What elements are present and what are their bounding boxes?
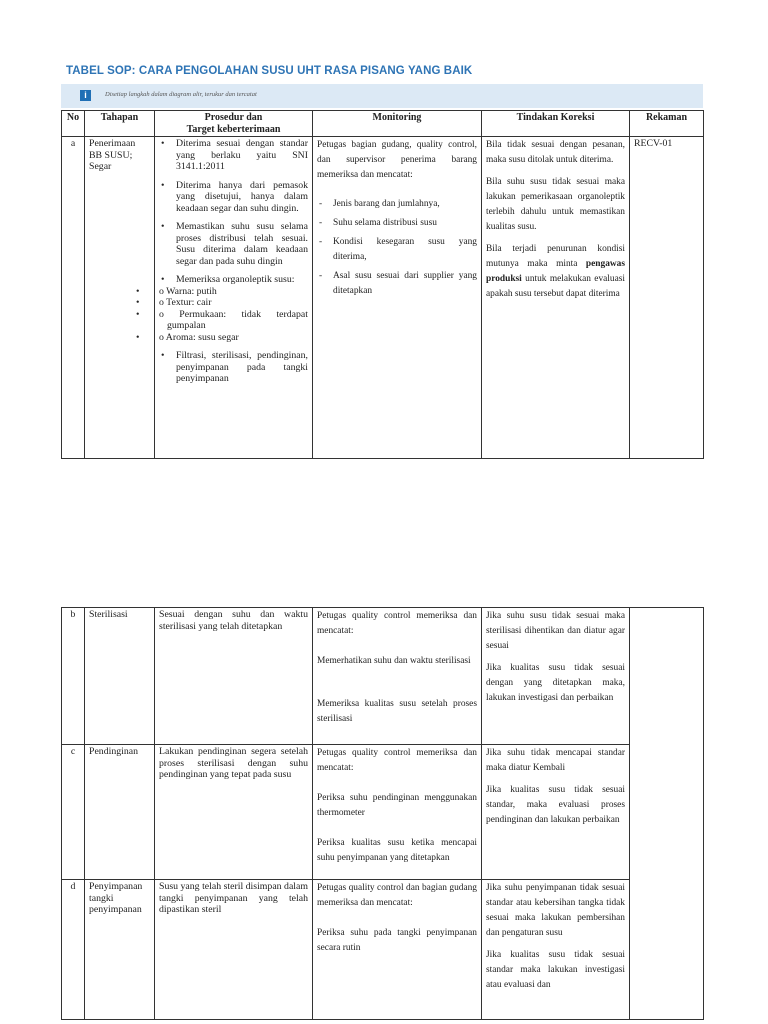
koreksi-text: Jika suhu tidak mencapai standar maka diatur Kembali [486, 748, 625, 773]
koreksi-text: Jika suhu penyimpanan tidak sesuai standar atau kebersihan tangka tidak sesuai maka lakukan pembersihan dan pengaturan susu [486, 883, 625, 938]
monitoring-text: Periksa suhu pendinginan menggunakan thermometer [317, 793, 477, 818]
koreksi-text: Jika kualitas susu tidak sesuai standar maka lakukan investigasi atau evaluasi dan [486, 950, 625, 990]
monitoring-item: - Asal susu sesuai dari supplier yang ditetapkan [333, 269, 477, 299]
row-prosedur: Sesuai dengan suhu dan waktu sterilisasi yang telah ditetapkan [155, 608, 313, 745]
row-prosedur: Susu yang telah steril disimpan dalam tangki penyimpanan yang telah dipastikan steril [155, 880, 313, 1020]
koreksi-text: Jika suhu susu tidak sesuai maka sterilisasi dihentikan dan diatur agar sesuai [486, 611, 625, 651]
row-no: d [62, 880, 85, 1020]
prosedur-item: • Memastikan suhu susu selama proses distribusi telah sesuai. Susu diterima dalam keadaan segar dan pada suhu dingin [176, 221, 308, 267]
koreksi-text: Bila suhu susu tidak sesuai maka lakukan pemerikasaan organoleptik terlebih dahulu untuk memastikan kualitas susu. [486, 177, 625, 232]
row-monitoring [313, 745, 482, 880]
info-bar [61, 84, 703, 108]
koreksi-text [486, 242, 625, 302]
row-monitoring [313, 880, 482, 1020]
row-no: b [62, 608, 85, 745]
monitoring-text: Memerhatikan suhu dan waktu sterilisasi [317, 656, 471, 666]
row-tahapan: Penerimaan BB SUSU; Segar [85, 137, 155, 459]
document-title: TABEL SOP: CARA PENGOLAHAN SUSU UHT RASA PISANG YANG BAIK [66, 65, 473, 77]
table-row [62, 745, 704, 880]
monitoring-item: - Suhu selama distribusi susu [333, 216, 477, 231]
row-tahapan: Penyimpanan tangki penyimpanan [85, 880, 155, 1020]
row-monitoring [313, 137, 482, 459]
header-tindakan-koreksi: Tindakan Koreksi [482, 111, 630, 137]
monitoring-item: - Kondisi kesegaran susu yang diterima, [333, 235, 477, 265]
monitoring-item: - Jenis barang dan jumlahnya, [333, 197, 477, 212]
row-tahapan: Pendinginan [85, 745, 155, 880]
prosedur-item: • Diterima hanya dari pemasok yang disetujui, hanya dalam keadaan segar dan suhu dingin. [176, 180, 308, 215]
monitoring-text: Periksa kualitas susu ketika mencapai suhu penyimpanan yang ditetapkan [317, 838, 477, 863]
koreksi-text: Jika kualitas susu tidak sesuai dengan yang ditetapkan maka, lakukan investigasi dan perbaikan [486, 663, 625, 703]
organoleptik-item: • o Aroma: susu segar [159, 332, 308, 344]
header-prosedur-line2: Target keberterimaan [186, 123, 281, 135]
info-note: Disetiap langkah dalam diagram alir, terukur dan tercatat [105, 91, 257, 98]
row-no: c [62, 745, 85, 880]
monitoring-text: Memeriksa kualitas susu setelah proses sterilisasi [317, 699, 477, 724]
table-header-row [62, 111, 704, 137]
header-no: No [62, 111, 85, 137]
monitoring-text: Petugas quality control memeriksa dan mencatat: [317, 611, 477, 636]
table-row [62, 608, 704, 745]
organoleptik-item: • o Warna: putih [159, 286, 308, 298]
row-no: a [62, 137, 85, 459]
row-monitoring [313, 608, 482, 745]
monitoring-text: Periksa suhu pada tangki penyimpanan secara rutin [317, 928, 477, 953]
header-prosedur-line1: Prosedur dan [204, 112, 263, 123]
header-tahapan: Tahapan [85, 111, 155, 137]
header-monitoring: Monitoring [313, 111, 482, 137]
sop-table-part-2 [61, 607, 704, 1020]
info-icon: i [80, 90, 91, 101]
monitoring-list [317, 197, 477, 299]
organoleptik-intro: • Memeriksa organoleptik susu: [176, 274, 295, 285]
organoleptik-item: • o Textur: cair [159, 297, 308, 309]
row-tindakan-koreksi [482, 608, 630, 745]
prosedur-item: • Filtrasi, sterilisasi, pendinginan, penyimpanan pada tangki penyimpanan [176, 350, 308, 385]
prosedur-item: • Diterima sesuai dengan standar yang berlaku yaitu SNI 3141.1:2011 [176, 138, 308, 173]
koreksi-text: Bila tidak sesuai dengan pesanan, maka susu ditolak untuk diterima. [486, 140, 625, 165]
koreksi-text-part: untuk melakukan evaluasi apakah susu tersebut dapat diterima [486, 274, 625, 299]
monitoring-text: Petugas quality control memeriksa dan mencatat: [317, 748, 477, 773]
row-tindakan-koreksi [482, 745, 630, 880]
prosedur-item [159, 274, 308, 343]
sop-table-part-1 [61, 110, 704, 459]
koreksi-text-part: Bila terjadi penurunan kondisi mutunya maka minta [486, 244, 625, 269]
table-row [62, 137, 704, 459]
row-prosedur: Lakukan pendinginan segera setelah proses sterilisasi dengan suhu pendinginan yang tepat pada susu [155, 745, 313, 880]
row-rekaman [630, 608, 704, 1020]
organoleptik-list [159, 286, 308, 344]
koreksi-bold-term: pengawas produksi [486, 259, 625, 284]
row-rekaman: RECV-01 [630, 137, 704, 459]
prosedur-list [159, 138, 308, 385]
organoleptik-item: • o Permukaan: tidak terdapat gumpalan [159, 309, 308, 332]
header-prosedur [155, 111, 313, 137]
header-rekaman: Rekaman [630, 111, 704, 137]
koreksi-text: Jika kualitas susu tidak sesuai standar, maka evaluasi proses pendinginan dan lakukan perbaikan [486, 785, 625, 825]
row-tindakan-koreksi [482, 137, 630, 459]
row-tahapan: Sterilisasi [85, 608, 155, 745]
row-prosedur [155, 137, 313, 459]
row-tindakan-koreksi [482, 880, 630, 1020]
table-row [62, 880, 704, 1020]
monitoring-text: Petugas quality control dan bagian gudang memeriksa dan mencatat: [317, 883, 477, 908]
monitoring-intro: Petugas bagian gudang, quality control, dan supervisor penerima barang memeriksa dan mencatat: [317, 140, 477, 180]
